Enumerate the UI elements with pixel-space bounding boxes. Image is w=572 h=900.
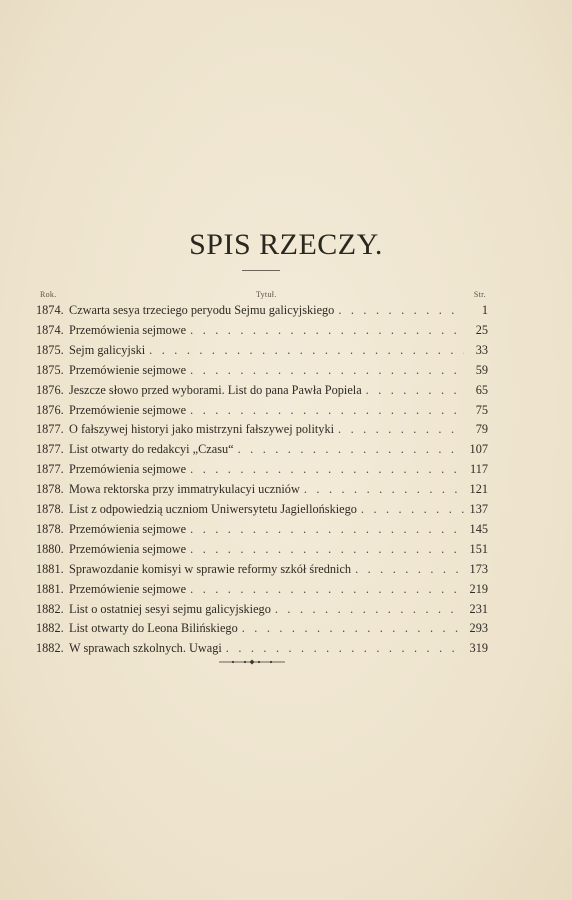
toc-entry [36,382,488,399]
toc-entry [36,342,488,359]
entry-title: Czwarta sesya trzeciego peryodu Sejmu galicyjskiego [69,303,335,317]
entry-page-number: 25 [475,322,488,337]
entry-title: Przemówienia sejmowe [69,322,187,337]
entry-page-number: 75 [475,402,488,417]
entry-page-number: 1 [481,303,488,317]
entry-title: Jeszcze słowo przed wyborami. List do pana Pawła Popiela [69,382,362,397]
toc-entry [36,581,488,598]
toc-entry [36,561,488,578]
dot-leader [275,601,464,618]
dot-leader [190,541,464,558]
entry-page-number: 293 [469,621,488,636]
entry-year: 1880. [36,541,64,556]
toc-entry [36,620,488,637]
dot-leader [190,322,464,339]
dot-leader [242,620,464,637]
dot-leader [338,421,464,438]
entry-year: 1875. [36,342,64,357]
toc-entry [36,322,488,339]
entry-year: 1882. [36,621,64,636]
entry-year: 1876. [36,382,64,397]
dot-leader [190,521,464,538]
dot-leader [338,302,464,319]
entry-year: 1878. [36,482,64,497]
entry-page-number: 231 [469,601,488,616]
toc-entry [36,481,488,498]
dot-leader [226,640,464,657]
entry-title: Sejm galicyjski [69,342,146,357]
entry-title: Przemówienia sejmowe [69,541,187,556]
entry-year: 1882. [36,601,64,616]
entry-page-number: 137 [469,502,488,516]
toc-entry [36,461,488,478]
entry-year: 1877. [36,442,64,457]
dot-leader [366,382,464,399]
entry-title: Przemówienie sejmowe [69,402,187,417]
entry-page-number: 59 [475,362,488,377]
entry-year: 1881. [36,561,64,576]
entry-title: O fałszywej historyi jako mistrzyni fałszywej polityki [69,422,335,437]
entry-year: 1878. [36,521,64,536]
toc-entry [36,421,488,438]
title-rule [242,270,280,271]
entry-page-number: 33 [475,342,488,357]
entry-page-number: 121 [469,482,488,497]
toc-entry [36,441,488,458]
entry-page-number: 219 [469,581,488,596]
entry-title: List otwarty do redakcyi „Czasu“ [69,442,234,457]
entry-page-number: 319 [469,641,488,656]
entry-page-number: 79 [475,422,488,437]
entry-page-number: 117 [470,462,488,477]
toc-entry [36,601,488,618]
entry-year: 1878. [36,502,64,516]
dot-leader [149,342,464,359]
entry-title: List o ostatniej sesyi sejmu galicyjskiego [69,601,271,616]
entry-year: 1882. [36,641,64,656]
column-header-title: Tytuł. [256,290,277,299]
entry-title: Sprawozdanie komisyi w sprawie reformy szkół średnich [69,561,352,576]
entry-year: 1874. [36,322,64,337]
dot-leader [190,581,464,598]
toc-entry [36,541,488,558]
toc-entry [36,501,488,518]
dot-leader [238,441,464,458]
toc-entry [36,640,488,657]
dot-leader [355,561,464,578]
entry-page-number: 107 [469,442,488,457]
entry-title: Mowa rektorska przy immatrykulacyi uczniów [69,482,300,497]
entry-year: 1874. [36,303,64,317]
column-header-year: Rok. [40,290,57,299]
dot-leader [304,481,464,498]
toc-entry [36,402,488,419]
entry-year: 1877. [36,462,64,477]
entry-title: List otwarty do Leona Bilińskiego [69,621,238,636]
dot-leader [361,501,464,518]
column-header-page: Str. [473,290,486,299]
page-title: SPIS RZECZY. [189,228,383,261]
entry-year: 1876. [36,402,64,417]
entry-page-number: 145 [469,521,488,536]
dot-leader [190,362,464,379]
dot-leader [190,402,464,419]
toc-entry [36,302,488,319]
dot-leader [190,461,464,478]
ornament-divider [219,659,285,665]
entry-title: List z odpowiedzią uczniom Uniwersytetu Jagiellońskiego [69,502,357,516]
entry-title: W sprawach szkolnych. Uwagi [69,641,222,656]
entry-page-number: 151 [469,541,488,556]
entry-title: Przemówienia sejmowe [69,462,187,477]
toc-entry [36,521,488,538]
entry-year: 1881. [36,581,64,596]
entry-year: 1875. [36,362,64,377]
entry-title: Przemówienia sejmowe [69,521,187,536]
entry-page-number: 173 [469,561,488,576]
toc-entry [36,362,488,379]
entry-year: 1877. [36,422,64,437]
entry-title: Przemówienie sejmowe [69,362,187,377]
entry-title: Przemówienie sejmowe [69,581,187,596]
entry-page-number: 65 [475,382,488,397]
